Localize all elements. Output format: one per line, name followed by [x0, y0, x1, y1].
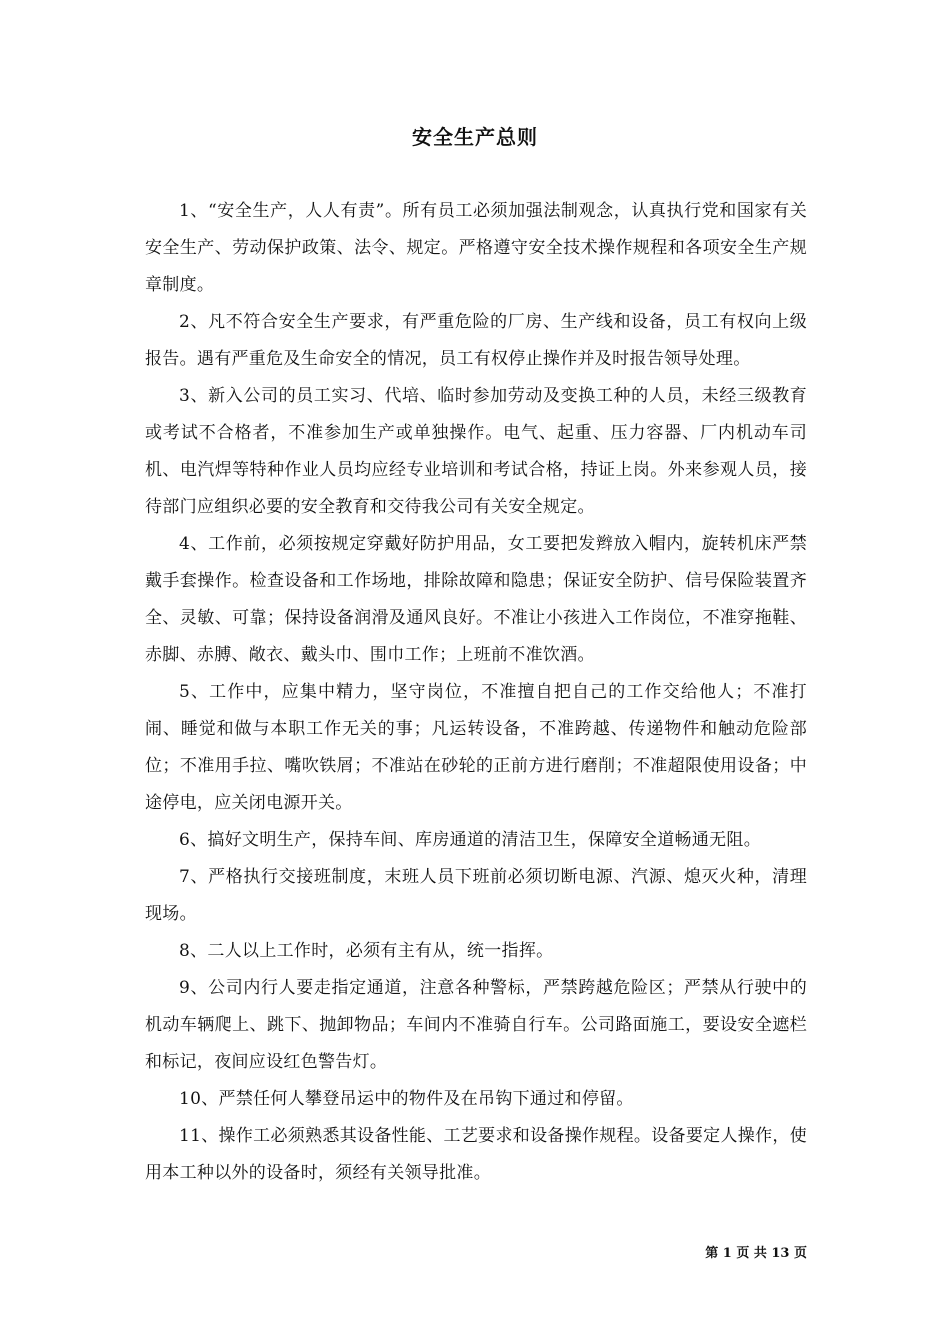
document-title: 安全生产总则	[412, 125, 538, 149]
paragraph-2: 2、凡不符合安全生产要求，有严重危险的厂房、生产线和设备，员工有权向上级报告。遇有严重危及生命安全的情况，员工有权停止操作并及时报告领导处理。	[145, 312, 807, 369]
paragraph-6: 6、搞好文明生产，保持车间、库房通道的清洁卫生，保障安全道畅通无阻。	[179, 830, 762, 850]
paragraph-1: 1、“安全生产，人人有责”。所有员工必须加强法制观念，认真执行党和国家有关安全生产、劳动保护政策、法令、规定。严格遵守安全技术操作规程和各项安全生产规章制度。	[145, 201, 807, 295]
document-body	[145, 193, 807, 1192]
paragraph-7: 7、严格执行交接班制度，末班人员下班前必须切断电源、汽源、熄灭火种，清理现场。	[145, 867, 807, 924]
paragraph-11: 11、操作工必须熟悉其设备性能、工艺要求和设备操作规程。设备要定人操作，使用本工种以外的设备时，须经有关领导批准。	[145, 1126, 807, 1183]
paragraph-5: 5、工作中，应集中精力，坚守岗位，不准擅自把自己的工作交给他人；不准打闹、睡觉和做与本职工作无关的事；凡运转设备，不准跨越、传递物件和触动危险部位；不准用手拉、嘴吹铁屑；不准站在砂轮的正前方进行磨削；不准超限使用设备；中途停电，应关闭电源开关。	[145, 682, 807, 813]
paragraph-4: 4、工作前，必须按规定穿戴好防护用品，女工要把发辫放入帽内，旋转机床严禁戴手套操作。检查设备和工作场地，排除故障和隐患；保证安全防护、信号保险装置齐全、灵敏、可靠；保持设备润滑及通风良好。不准让小孩进入工作岗位，不准穿拖鞋、赤脚、赤膊、敞衣、戴头巾、围巾工作；上班前不准饮酒。	[145, 534, 807, 665]
paragraph-10: 10、严禁任何人攀登吊运中的物件及在吊钩下通过和停留。	[179, 1089, 634, 1109]
paragraph-8: 8、二人以上工作时，必须有主有从，统一指挥。	[179, 941, 554, 961]
page-number-footer: 第 1 页 共 13 页	[705, 1246, 807, 1261]
paragraph-3: 3、新入公司的员工实习、代培、临时参加劳动及变换工种的人员，未经三级教育或考试不合格者，不准参加生产或单独操作。电气、起重、压力容器、厂内机动车司机、电汽焊等特种作业人员均应经专业培训和考试合格，持证上岗。外来参观人员，接待部门应组织必要的安全教育和交待我公司有关安全规定。	[145, 386, 807, 517]
paragraph-9: 9、公司内行人要走指定通道，注意各种警标，严禁跨越危险区；严禁从行驶中的机动车辆爬上、跳下、抛卸物品；车间内不准骑自行车。公司路面施工，要设安全遮栏和标记，夜间应设红色警告灯。	[145, 978, 807, 1072]
